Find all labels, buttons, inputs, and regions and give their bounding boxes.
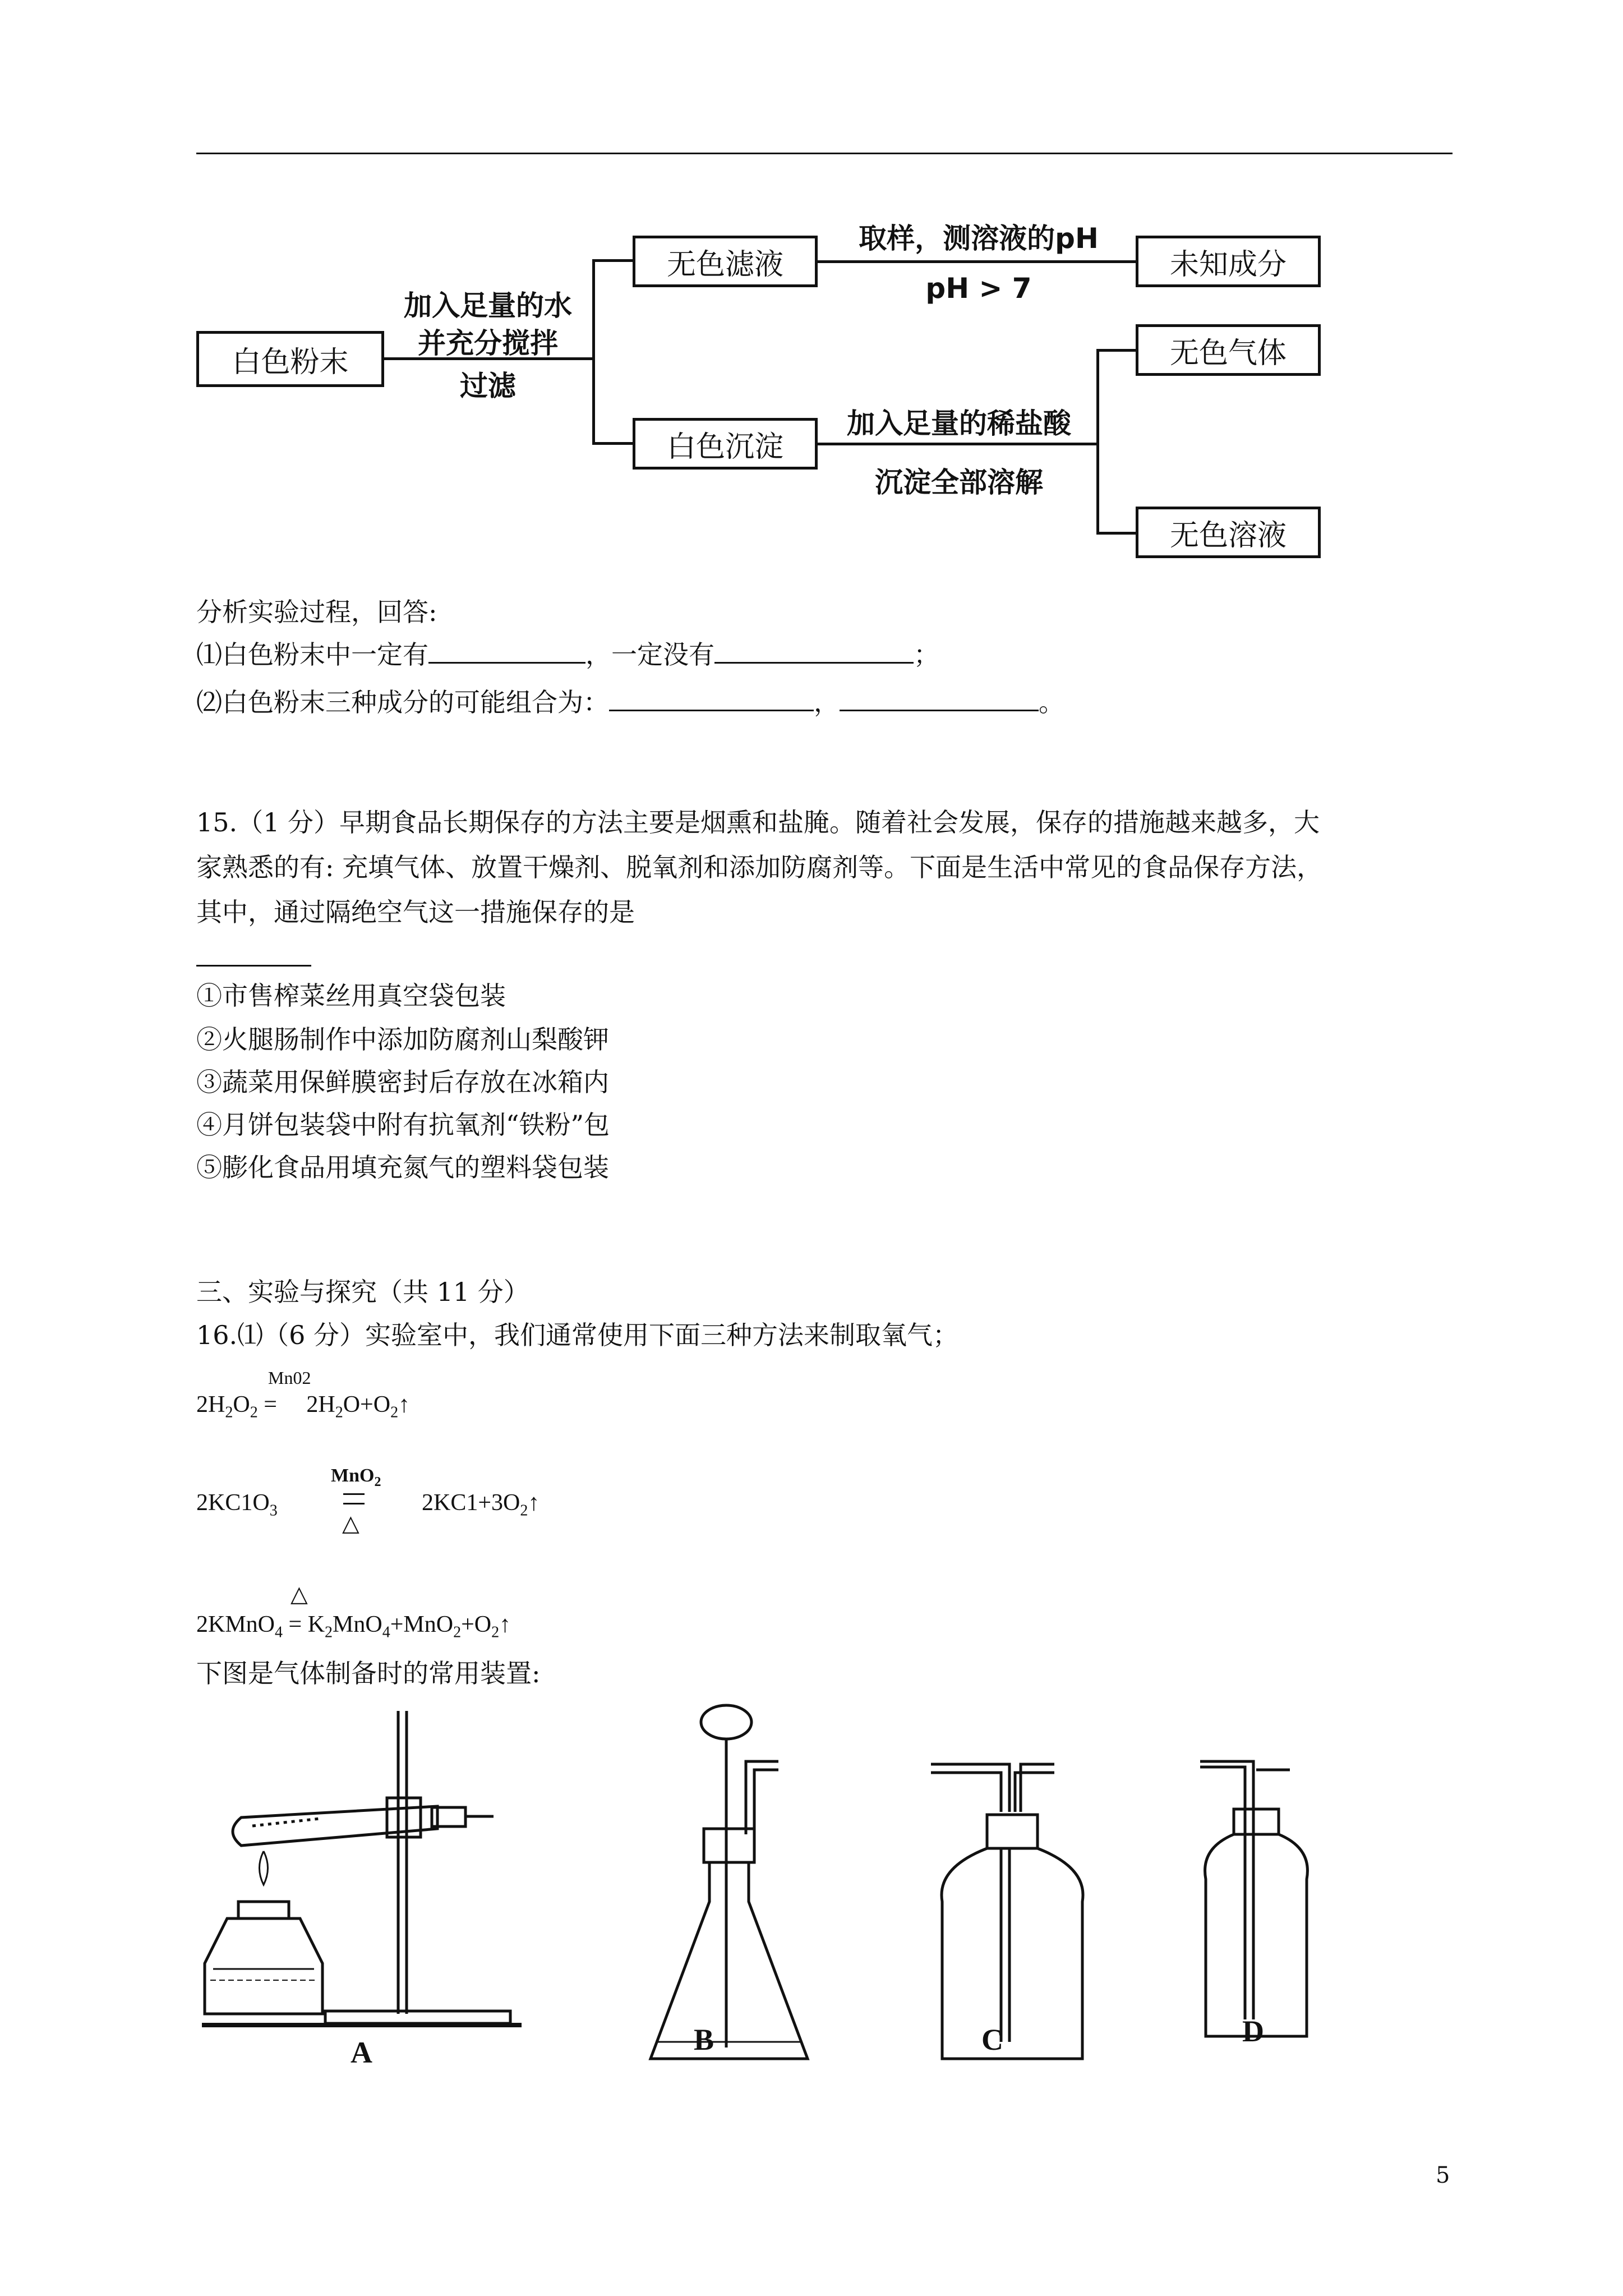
apparatus-c-bottle xyxy=(931,1764,1083,2059)
q15-option-3: ③蔬菜用保鲜膜密封后存放在冰箱内 xyxy=(196,1067,609,1097)
eq3-sign: = xyxy=(288,1612,302,1637)
q14-part1-text-a: ⑴白色粉末中一定有 xyxy=(196,639,428,670)
step-label-filter: 过滤 xyxy=(460,370,516,402)
ph-value-label: pH > 7 xyxy=(925,272,1032,305)
equation-3: 2KMnO$_4$ = $K_2MnO_4+MnO_2+O_2↑$ xyxy=(196,1612,511,1641)
apparatus-a-stand xyxy=(202,1711,522,2025)
equation-1: $2H_2O_2$ = $2H_2O+O_2↑$ xyxy=(196,1392,411,1421)
box-precipitate: 白色沉淀 xyxy=(633,418,818,470)
q16-intro: 16.⑴（6 分）实验室中，我们通常使用下面三种方法来制取氧气； xyxy=(196,1320,959,1350)
q14-part1-text-b: ，一定没有 xyxy=(585,639,714,670)
apparatus-figure xyxy=(191,1700,1368,2092)
eq2-condition: MnO$_2$ xyxy=(331,1465,381,1489)
box-solution: 无色溶液 xyxy=(1136,507,1321,558)
connector xyxy=(592,259,595,444)
q14-part1-text-c: ； xyxy=(914,639,939,670)
connector xyxy=(1096,349,1137,352)
section-heading: 三、实验与探究（共 11 分） xyxy=(196,1277,529,1307)
equation-2-product: $2KC1+3O_2↑$ xyxy=(422,1490,540,1520)
apparatus-a-alcohol-lamp xyxy=(205,1851,322,2014)
connector xyxy=(592,259,634,262)
apparatus-label-a: A xyxy=(351,2036,372,2069)
answer-blank[interactable] xyxy=(714,639,914,664)
eq1-condition: Mn02 xyxy=(268,1368,311,1388)
q15-answer-blank[interactable] xyxy=(196,965,311,967)
heat-icon: △ xyxy=(342,1511,359,1536)
apparatus-a-test-tube xyxy=(233,1798,494,1846)
apparatus-d-bottle xyxy=(1200,1761,1307,2036)
q14-intro: 分析实验过程，回答: xyxy=(196,597,437,627)
connector xyxy=(818,443,1098,445)
eq3-condition: △ xyxy=(291,1581,308,1607)
q15-option-5: ⑤膨化食品用填充氮气的塑料袋包装 xyxy=(196,1152,609,1182)
equation-2-reactant: $2KC1O_3$ xyxy=(196,1490,278,1520)
q15-line3: 其中，通过隔绝空气这一措施保存的是 xyxy=(196,897,635,927)
eq1-sign: = xyxy=(264,1392,277,1418)
apparatus-label-c: C xyxy=(981,2023,1003,2056)
q15-option-1: ①市售榨菜丝用真空袋包装 xyxy=(196,981,506,1011)
header-rule xyxy=(196,153,1453,154)
q15-line2: 家熟悉的有: 充填气体、放置干燥剂、脱氧剂和添加防腐剂等。下面是生活中常见的食品保存方法， xyxy=(196,852,1323,882)
eq2-double-bar xyxy=(343,1493,365,1504)
q14-part2-text-c: 。 xyxy=(1039,687,1064,717)
page-number: 5 xyxy=(1436,2162,1450,2188)
connector xyxy=(1096,532,1137,535)
apparatus-label-b: B xyxy=(694,2023,714,2056)
connector xyxy=(1096,349,1099,534)
q14-part1 xyxy=(196,639,939,668)
q15-option-2: ②火腿肠制作中添加防腐剂山梨酸钾 xyxy=(196,1024,609,1055)
apparatus-b-flask xyxy=(651,1705,808,2059)
answer-blank[interactable] xyxy=(609,687,814,711)
connector xyxy=(818,260,1137,263)
apparatus-label-d: D xyxy=(1242,2014,1264,2048)
box-gas: 无色气体 xyxy=(1136,324,1321,376)
q15-line1: 15.（1 分）早期食品长期保存的方法主要是烟熏和盐腌。随着社会发展，保存的措施越来越多，大 xyxy=(196,807,1320,838)
connector xyxy=(592,442,634,445)
q15-option-4: ④月饼包装袋中附有抗氧剂“铁粉”包 xyxy=(196,1110,610,1140)
answer-blank[interactable] xyxy=(840,687,1039,711)
acid-label: 加入足量的稀盐酸 xyxy=(847,407,1071,440)
step-label-stir: 并充分搅拌 xyxy=(418,327,558,360)
box-filtrate: 无色滤液 xyxy=(633,236,818,287)
dissolve-label: 沉淀全部溶解 xyxy=(875,466,1043,499)
q14-part2 xyxy=(196,687,1064,715)
q14-part2-text-b: ， xyxy=(814,687,840,717)
ph-label: 取样，测溶液的pH xyxy=(859,222,1099,255)
q14-part2-text-a: ⑵白色粉末三种成分的可能组合为： xyxy=(196,687,609,717)
box-white-powder: 白色粉末 xyxy=(196,331,384,387)
devices-intro: 下图是气体制备时的常用装置: xyxy=(196,1658,541,1688)
box-unknown: 未知成分 xyxy=(1136,236,1321,287)
step-label-water: 加入足量的水 xyxy=(404,289,572,322)
answer-blank[interactable] xyxy=(428,639,585,664)
